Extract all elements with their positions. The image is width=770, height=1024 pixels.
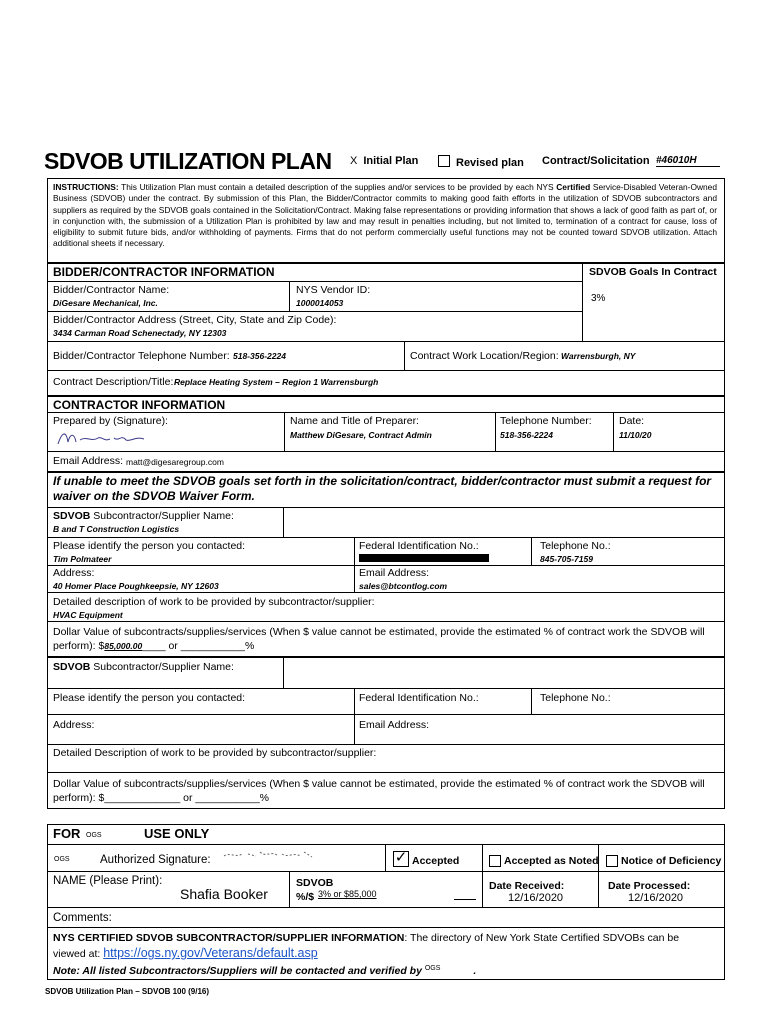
bidder-address-label: Bidder/Contractor Address (Street, City, State and Zip Code): (53, 314, 337, 326)
date-received-value[interactable]: 12/16/2020 (508, 892, 564, 904)
print-name-value[interactable]: Shafia Booker (180, 886, 268, 902)
goals-heading: SDVOB Goals In Contract (589, 266, 717, 278)
date-processed-value[interactable]: 12/16/2020 (628, 892, 684, 904)
sub1-dollar-line2: perform): $85,000.00____ or ___________% (53, 640, 255, 652)
print-name-label: NAME (Please Print): (53, 875, 163, 887)
location-label: Contract Work Location/Region: (410, 350, 559, 362)
sub1-name-label-bold: SDVOB (53, 510, 91, 522)
preparer-value[interactable]: Matthew DiGesare, Contract Admin (290, 430, 432, 440)
authorized-signature (222, 848, 318, 862)
instructions-text-b: Service-Disabled Veteran-Owned Business (SDVOB) under the contract. By submission of this Plan, the Bidder/Contractor commits to making good faith efforts in the utilization of SDVOB subcontractors and suppliers as required by the SDVOB goals contained in the Solicitation/Contract. Making false representations or providing information that shows a lack of good faith as part of, or in conjunction with, the submission of a Utilization Plan is prohibited by law and may result in penalties including, but not limited to, termination of a contract for cause, loss of eligibility to submit future bids, and/or withholding of payments. Firms that do not perform commercially useful functions may not be counted toward SDVOB utilization. Attach additional sheets if necessary. (53, 182, 717, 249)
instructions-label: INSTRUCTIONS: (53, 182, 119, 192)
note-end: . (473, 965, 477, 977)
note-ogs: OGS (424, 965, 441, 972)
authorized-signature-label: Authorized Signature: (100, 854, 211, 866)
sub1-fein-label: Federal Identification No.: (359, 540, 479, 552)
ogs-small-label: OGS (86, 832, 102, 839)
sub1-name-label (53, 510, 234, 522)
instructions (53, 182, 717, 250)
contract-number[interactable]: #46010H (656, 155, 720, 167)
directory-rest: : The directory of New York State Certified SDVOBs can be (404, 932, 680, 944)
date-value[interactable]: 11/10/20 (619, 430, 652, 440)
verification-note (53, 963, 476, 977)
sub1-fein-redacted (359, 554, 489, 562)
revised-plan-checkbox[interactable] (438, 155, 450, 167)
bidder-phone-label: Bidder/Contractor Telephone Number: (53, 350, 230, 362)
instructions-certified: Certified (556, 182, 591, 192)
description-value[interactable]: Replace Heating System – Region 1 Warrensburgh (174, 377, 379, 387)
sub1-dollar-prefix: perform): $ (53, 640, 105, 652)
contractor-heading: CONTRACTOR INFORMATION (53, 398, 226, 412)
initial-plan-label: Initial Plan (363, 155, 419, 167)
accepted-checkbox[interactable]: ✓ (394, 849, 408, 866)
ogs-use-only: USE ONLY (144, 826, 210, 841)
preparer-signature (56, 428, 152, 448)
pct-dollar-label: %/$ (296, 891, 315, 903)
sub2-name-label (53, 661, 234, 673)
sub2-work-label: Detailed Description of work to be provided by subcontractor/supplier: (53, 747, 377, 759)
sub1-email-value[interactable]: sales@btcontlog.com (359, 581, 448, 591)
accepted-label: Accepted (412, 855, 460, 867)
sub1-address-label: Address: (53, 567, 95, 579)
date-label: Date: (619, 415, 645, 427)
sub1-address-value[interactable]: 40 Homer Place Poughkeepsie, NY 12603 (53, 581, 219, 591)
waiver-note: If unable to meet the SDVOB goals set forth in the solicitation/contract, bidder/contractor must submit a request for waiver on the SDVOB Waiver Form. (53, 474, 712, 503)
sub1-name-label-rest: Subcontractor/Supplier Name: (93, 510, 234, 522)
bidder-name-value[interactable]: DiGesare Mechanical, Inc. (53, 298, 158, 308)
sub1-work-label: Detailed description of work to be provided by subcontractor/supplier: (53, 596, 375, 608)
contract-label: Contract/Solicitation (542, 155, 650, 167)
sub2-name-label-bold: SDVOB (53, 661, 91, 673)
bidder-phone-value[interactable]: 518-356-2224 (233, 351, 286, 361)
contractor-phone-value[interactable]: 518-356-2224 (500, 430, 553, 440)
bidder-heading: BIDDER/CONTRACTOR INFORMATION (53, 265, 275, 279)
comments-label: Comments: (53, 912, 112, 924)
email-value[interactable]: matt@digesaregroup.com (126, 457, 224, 467)
sub2-fein-label: Federal Identification No.: (359, 692, 479, 704)
viewed-at-label: viewed at: (53, 948, 101, 960)
sub2-dollar-line1: Dollar Value of subcontracts/supplies/services (When $ value cannot be estimated, provide the estimated % of contract work the SDVOB will (53, 778, 705, 790)
note-text: Note: All listed Subcontractors/Suppliers will be contacted and verified by (53, 965, 422, 977)
deficiency-checkbox[interactable] (606, 855, 618, 867)
sub1-contact-value[interactable]: Tim Polmateer (53, 554, 112, 564)
sub1-email-label: Email Address: (359, 567, 430, 579)
email-label: Email Address: (53, 455, 124, 467)
viewed-at-line (53, 947, 318, 960)
bidder-name-label: Bidder/Contractor Name: (53, 284, 170, 296)
sub2-name-label-rest: Subcontractor/Supplier Name: (93, 661, 234, 673)
form-footer: SDVOB Utilization Plan – SDVOB 100 (9/16) (45, 987, 210, 996)
accepted-noted-checkbox[interactable] (489, 855, 501, 867)
page-title: SDVOB UTILIZATION PLAN (44, 148, 332, 174)
ogs-for-label: FOR (53, 826, 81, 841)
veterans-directory-link[interactable]: https://ogs.ny.gov/Veterans/default.asp (103, 946, 318, 960)
vendor-id-value[interactable]: 1000014053 (296, 298, 344, 308)
location-value[interactable]: Warrensburgh, NY (561, 351, 636, 361)
contractor-phone-label: Telephone Number: (500, 415, 592, 427)
bidder-address-value[interactable]: 3434 Carman Road Schenectady, NY 12303 (53, 328, 227, 338)
sub1-name-value[interactable]: B and T Construction Logistics (53, 524, 180, 534)
initial-plan-mark: X (350, 155, 358, 167)
sub1-tel-label: Telephone No.: (540, 540, 611, 552)
sub1-tel-value[interactable]: 845-705-7159 (540, 554, 593, 564)
sig-ogs-label: OGS (54, 856, 70, 863)
vendor-id-label: NYS Vendor ID: (296, 284, 371, 296)
directory-text (53, 932, 679, 944)
pct-value[interactable]: 3% or $85,000 (318, 889, 377, 899)
sub2-tel-label: Telephone No.: (540, 692, 611, 704)
sub1-dollar-or: or (168, 640, 178, 652)
instructions-text-a: This Utilization Plan must contain a detailed description of the supplies and/or services to be provided by each NYS (121, 182, 554, 192)
preparer-label: Name and Title of Preparer: (290, 415, 419, 427)
goals-value[interactable]: 3% (591, 293, 606, 304)
sub1-dollar-pct: % (244, 640, 255, 652)
sub1-dollar-value[interactable]: 85,000.00 (104, 641, 143, 651)
date-processed-label: Date Processed: (608, 880, 691, 892)
revised-plan-label: Revised plan (456, 157, 524, 169)
sub2-address-label: Address: (53, 719, 95, 731)
sub2-contact-label: Please identify the person you contacted: (53, 692, 246, 704)
deficiency-label: Notice of Deficiency (621, 855, 722, 867)
sdvob-pct-label: SDVOB (296, 877, 334, 889)
sub2-email-label: Email Address: (359, 719, 430, 731)
description-label: Contract Description/Title: (53, 376, 174, 388)
directory-bold: NYS CERTIFIED SDVOB SUBCONTRACTOR/SUPPLIER INFORMATION (53, 932, 405, 944)
revised-plan-option[interactable] (438, 155, 524, 169)
sub1-contact-label: Please identify the person you contacted: (53, 540, 246, 552)
prepared-by-label: Prepared by (Signature): (53, 415, 168, 427)
sub2-dollar-line2: perform): $_____________ or ___________% (53, 792, 270, 804)
sub1-dollar-line1: Dollar Value of subcontracts/supplies/services (When $ value cannot be estimated, provide the estimated % of contract work the SDVOB will (53, 626, 705, 638)
initial-plan-option[interactable] (350, 155, 418, 167)
date-received-label: Date Received: (489, 880, 565, 892)
sub1-work-value[interactable]: HVAC Equipment (53, 610, 123, 620)
accepted-noted-label: Accepted as Noted (504, 855, 599, 867)
